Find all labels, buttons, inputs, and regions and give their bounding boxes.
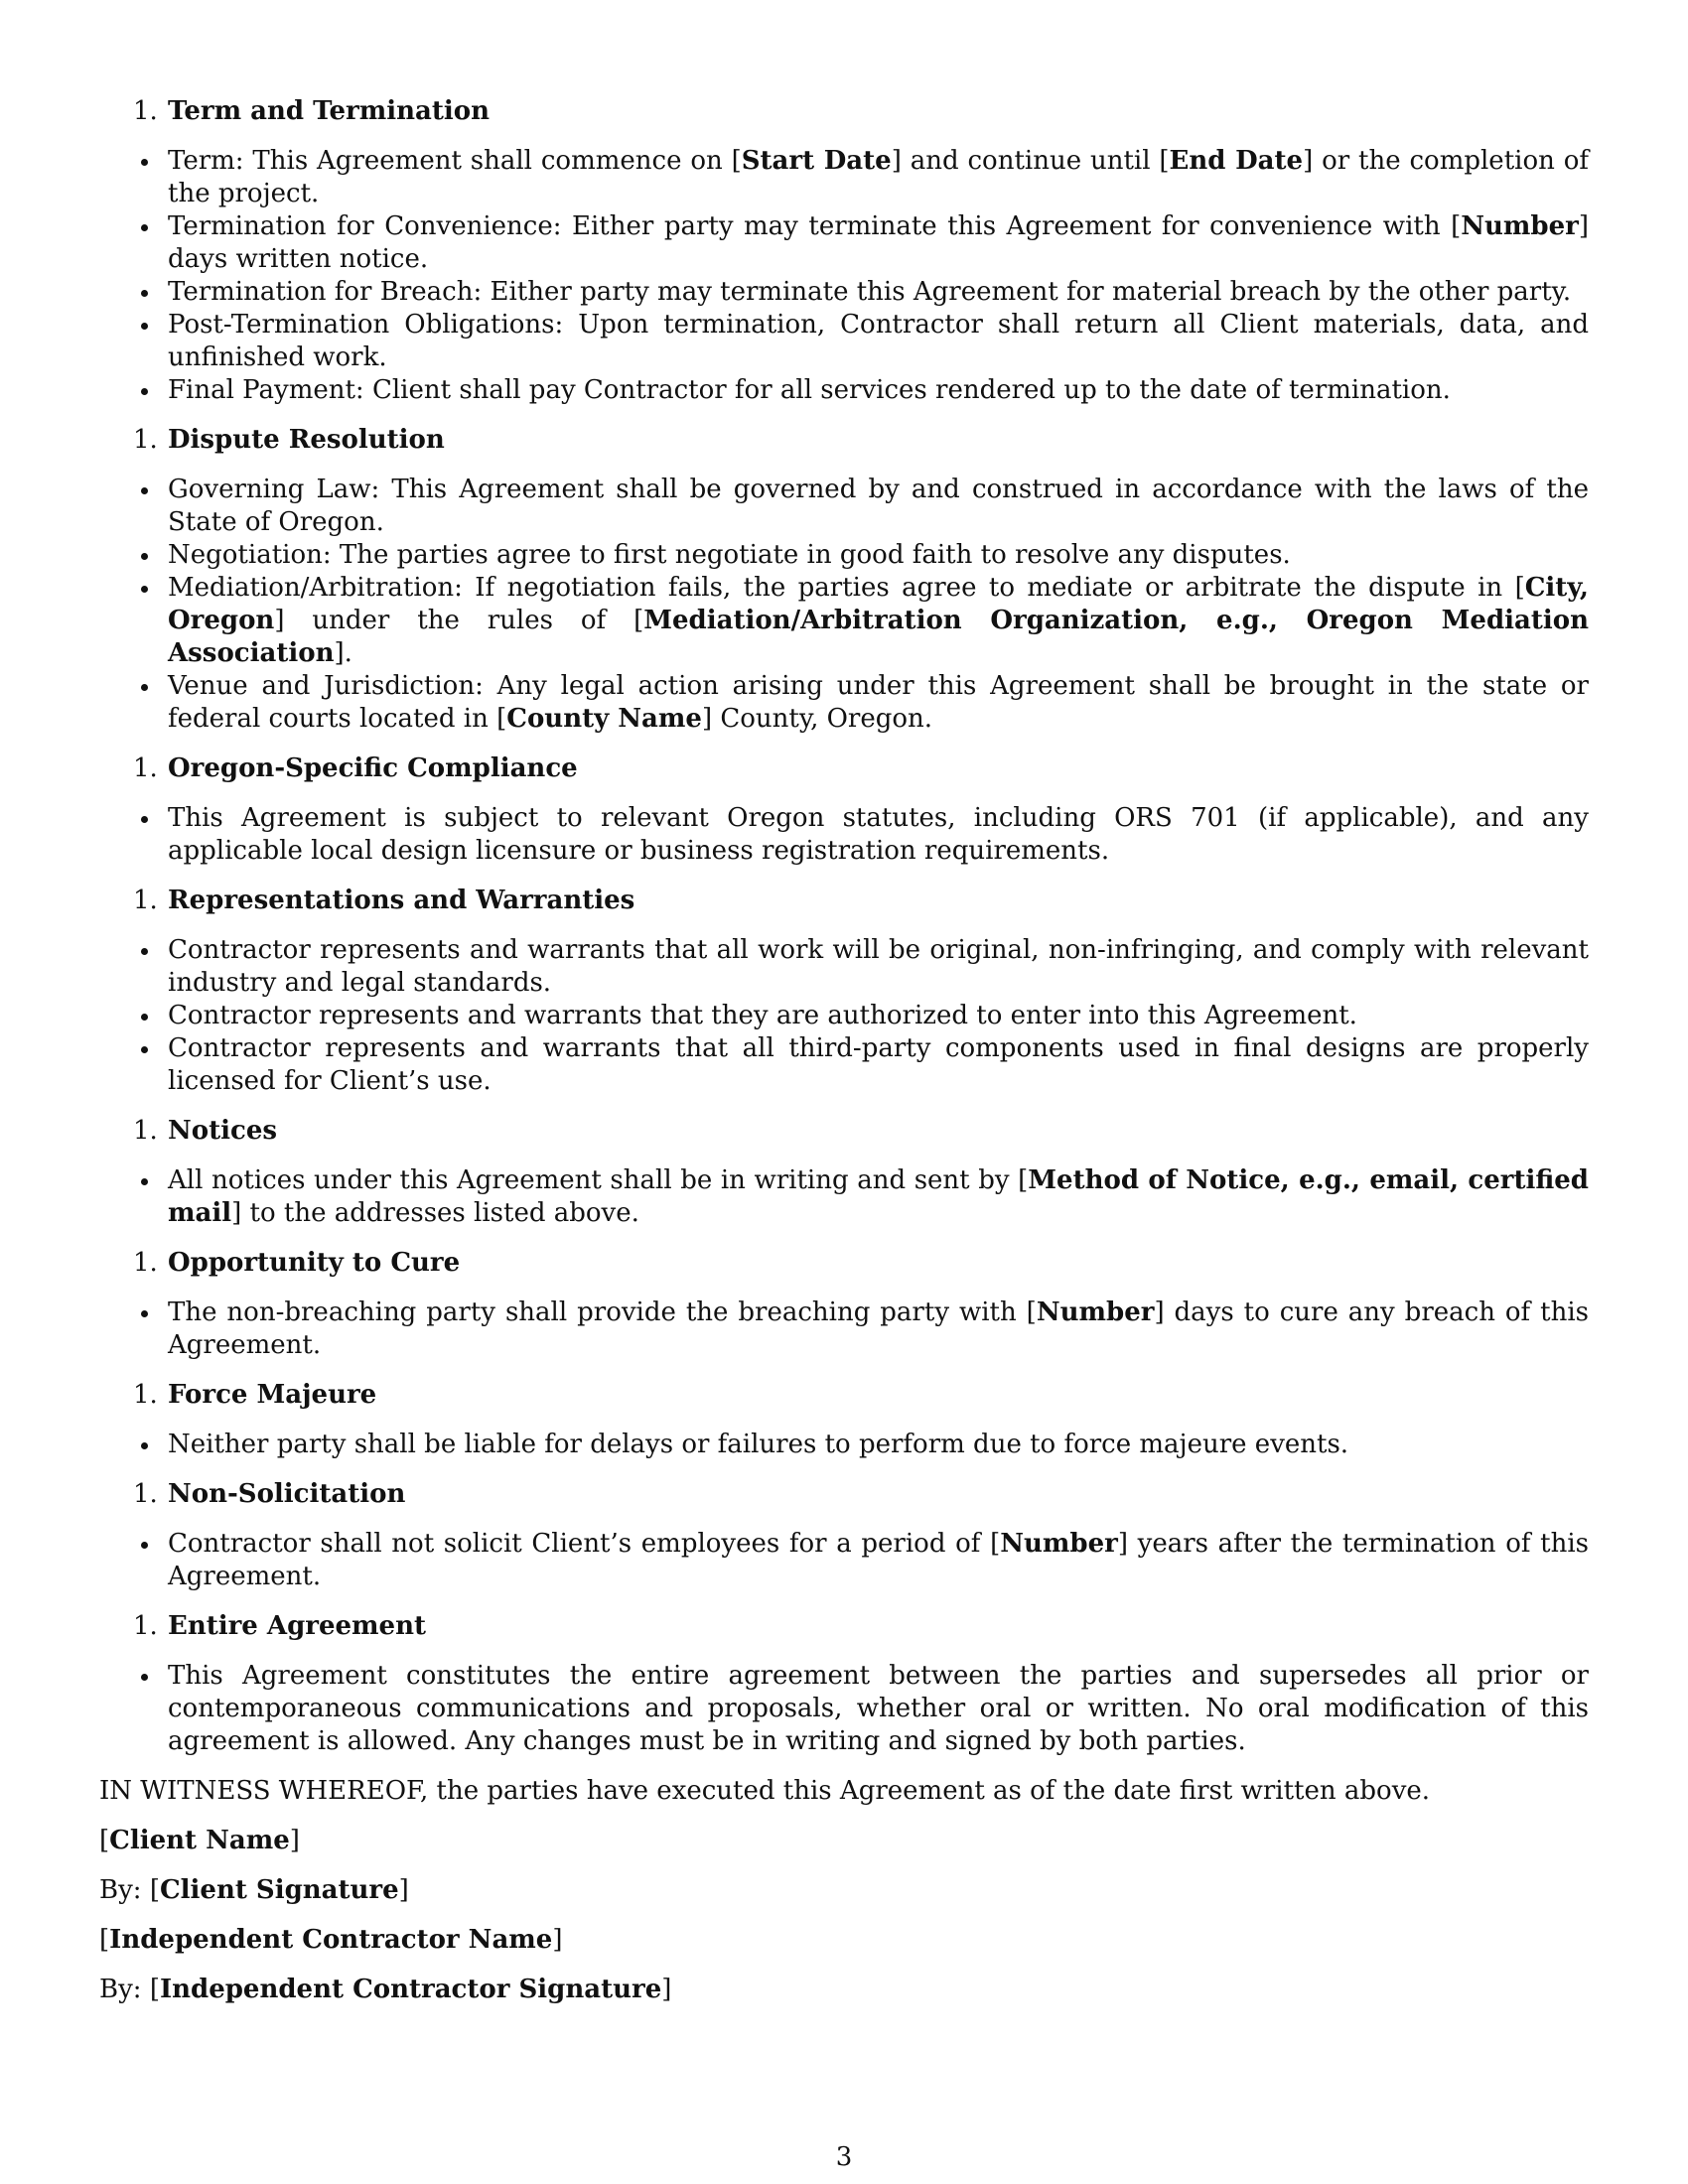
section-number: 1. [133,1611,158,1641]
placeholder-field: Number [1461,211,1579,241]
bullet-icon [141,1310,148,1317]
list-item [99,934,1589,1000]
section-title: Notices [168,1116,278,1146]
text-run: All notices under this Agreement shall be in writing and sent by [ [168,1165,1029,1195]
section-heading [99,424,1589,457]
section-heading [99,1115,1589,1148]
bullet-icon [141,1674,148,1681]
text-run: Venue and Jurisdiction: Any legal action arising under this Agreement shall be brought in the state or federal courts located in [ [168,671,1589,734]
text-run: Contractor shall not solicit Client’s employees for a period of [ [168,1529,1001,1559]
text-run: Governing Law: This Agreement shall be governed by and construed in accordance with the laws of the State of Oregon. [168,475,1589,537]
section-heading [99,95,1589,128]
placeholder-field: Mediation/Arbitration Organization, e.g., Oregon Mediation Association [168,606,1589,668]
list-item [99,1164,1589,1230]
bullet-icon [141,159,148,166]
bullet-list [99,145,1589,407]
list-item [99,572,1589,670]
bullet-list [99,934,1589,1098]
text-run: Term: This Agreement shall commence on [ [168,146,742,176]
page-number: 3 [835,2142,853,2172]
text-run: ] days written notice. [168,211,1589,274]
section-title: Opportunity to Cure [168,1248,461,1278]
section-heading [99,1247,1589,1280]
list-item [99,374,1589,407]
list-item [99,670,1589,736]
bullet-icon [141,224,148,231]
text-run: By: [ [99,1875,160,1905]
signature-line [99,1924,1589,1957]
bullet-icon [141,684,148,691]
bullet-list [99,1297,1589,1362]
section-title: Term and Termination [168,96,491,126]
bullet-list [99,1660,1589,1758]
text-run: ] days to cure any breach of this Agreement. [168,1297,1589,1360]
placeholder-field: Number [1000,1529,1118,1559]
section-number: 1. [133,1248,158,1278]
bullet-icon [141,1178,148,1185]
section-number: 1. [133,425,158,455]
text-run: ] County, Oregon. [701,704,933,734]
section-number: 1. [133,1380,158,1410]
section-heading [99,885,1589,917]
text-run: Final Payment: Client shall pay Contractor for all services rendered up to the date of termination. [168,375,1451,405]
section-title: Non-Solicitation [168,1479,406,1509]
list-item [99,1032,1589,1098]
placeholder-field: County Name [506,704,702,734]
bullet-list [99,474,1589,736]
bullet-icon [141,487,148,494]
text-run: ] under the rules of [ [274,606,644,635]
placeholder-field: End Date [1169,146,1304,176]
placeholder-field: Client Name [109,1826,290,1855]
bullet-icon [141,388,148,395]
text-run: This Agreement constitutes the entire agreement between the parties and supersedes all prior or contemporaneous communications and proposals, whether oral or written. No oral modification of this agreement is allowed. Any changes must be in writing and signed by both parties. [168,1661,1589,1756]
bullet-icon [141,816,148,823]
bullet-icon [141,586,148,593]
text-run: ] and continue until [ [891,146,1170,176]
section-number: 1. [133,1116,158,1146]
placeholder-field: Number [1036,1297,1155,1327]
list-item [99,276,1589,309]
text-run: The non-breaching party shall provide the breaching party with [ [168,1297,1037,1327]
text-run: ] to the addresses listed above. [231,1198,639,1228]
list-item [99,1000,1589,1032]
text-run: ] [661,1975,672,2004]
section-heading [99,752,1589,785]
text-run: ] [398,1875,409,1905]
list-item [99,1660,1589,1758]
bullet-icon [141,290,148,297]
text-run: Contractor represents and warrants that all work will be original, non-infringing, and comply with relevant industry and legal standards. [168,935,1589,998]
signature-line [99,1974,1589,2006]
section-title: Entire Agreement [168,1611,426,1641]
section-number: 1. [133,753,158,783]
bullet-icon [141,1542,148,1549]
list-item [99,210,1589,276]
bullet-icon [141,553,148,560]
placeholder-field: Method of Notice, e.g., email, certified mail [168,1165,1589,1228]
list-item [99,539,1589,572]
text-run: ] years after the termination of this Agreement. [168,1529,1589,1591]
text-run: Mediation/Arbitration: If negotiation fails, the parties agree to mediate or arbitrate the dispute in [ [168,573,1525,603]
text-run: Contractor represents and warrants that they are authorized to enter into this Agreement. [168,1001,1357,1030]
text-run: ] or the completion of the project. [168,146,1590,208]
text-run: ]. [334,638,352,668]
text-run: ] [552,1925,563,1955]
section-heading [99,1610,1589,1643]
document-body [99,95,1589,2023]
placeholder-field: Independent Contractor Name [109,1925,553,1955]
section-number: 1. [133,886,158,915]
list-item [99,1297,1589,1362]
placeholder-field: Start Date [741,146,892,176]
bullet-icon [141,1014,148,1021]
section-number: 1. [133,96,158,126]
bullet-icon [141,1442,148,1449]
bullet-list [99,802,1589,868]
list-item [99,309,1589,374]
bullet-icon [141,1046,148,1053]
list-item [99,802,1589,868]
list-item [99,1429,1589,1461]
section-title: Dispute Resolution [168,425,445,455]
text-run: [ [99,1925,110,1955]
signature-line [99,1825,1589,1857]
section-heading [99,1379,1589,1412]
text-run: ] [289,1826,300,1855]
text-run: Post-Termination Obligations: Upon termination, Contractor shall return all Client materials, data, and unfinished work. [168,310,1589,372]
text-run: This Agreement is subject to relevant Oregon statutes, including ORS 701 (if applicable), and any applicable local design licensure or business registration requirements. [168,803,1589,866]
witness-statement [99,1775,1589,1808]
placeholder-field: City, Oregon [168,573,1589,635]
text-run: Negotiation: The parties agree to first negotiate in good faith to resolve any disputes. [168,540,1291,570]
bullet-list [99,1164,1589,1230]
text-run: IN WITNESS WHEREOF, the parties have executed this Agreement as of the date first written above. [99,1776,1431,1806]
bullet-icon [141,323,148,330]
list-item [99,1528,1589,1593]
section-number: 1. [133,1479,158,1509]
text-run: Termination for Breach: Either party may terminate this Agreement for material breach by the other party. [168,277,1572,307]
bullet-list [99,1429,1589,1461]
section-title: Oregon-Specific Compliance [168,753,578,783]
section-title: Representations and Warranties [168,886,635,915]
bullet-icon [141,948,148,955]
text-run: [ [99,1826,110,1855]
list-item [99,474,1589,539]
text-run: By: [ [99,1975,160,2004]
text-run: Contractor represents and warrants that all third-party components used in final designs are properly licensed for Client’s use. [168,1033,1589,1096]
list-item [99,145,1589,210]
text-run: Neither party shall be liable for delays or failures to perform due to force majeure events. [168,1430,1349,1459]
placeholder-field: Independent Contractor Signature [159,1975,662,2004]
section-heading [99,1478,1589,1511]
section-title: Force Majeure [168,1380,377,1410]
signature-line [99,1874,1589,1907]
bullet-list [99,1528,1589,1593]
placeholder-field: Client Signature [159,1875,399,1905]
text-run: Termination for Convenience: Either party may terminate this Agreement for convenience with [ [168,211,1462,241]
